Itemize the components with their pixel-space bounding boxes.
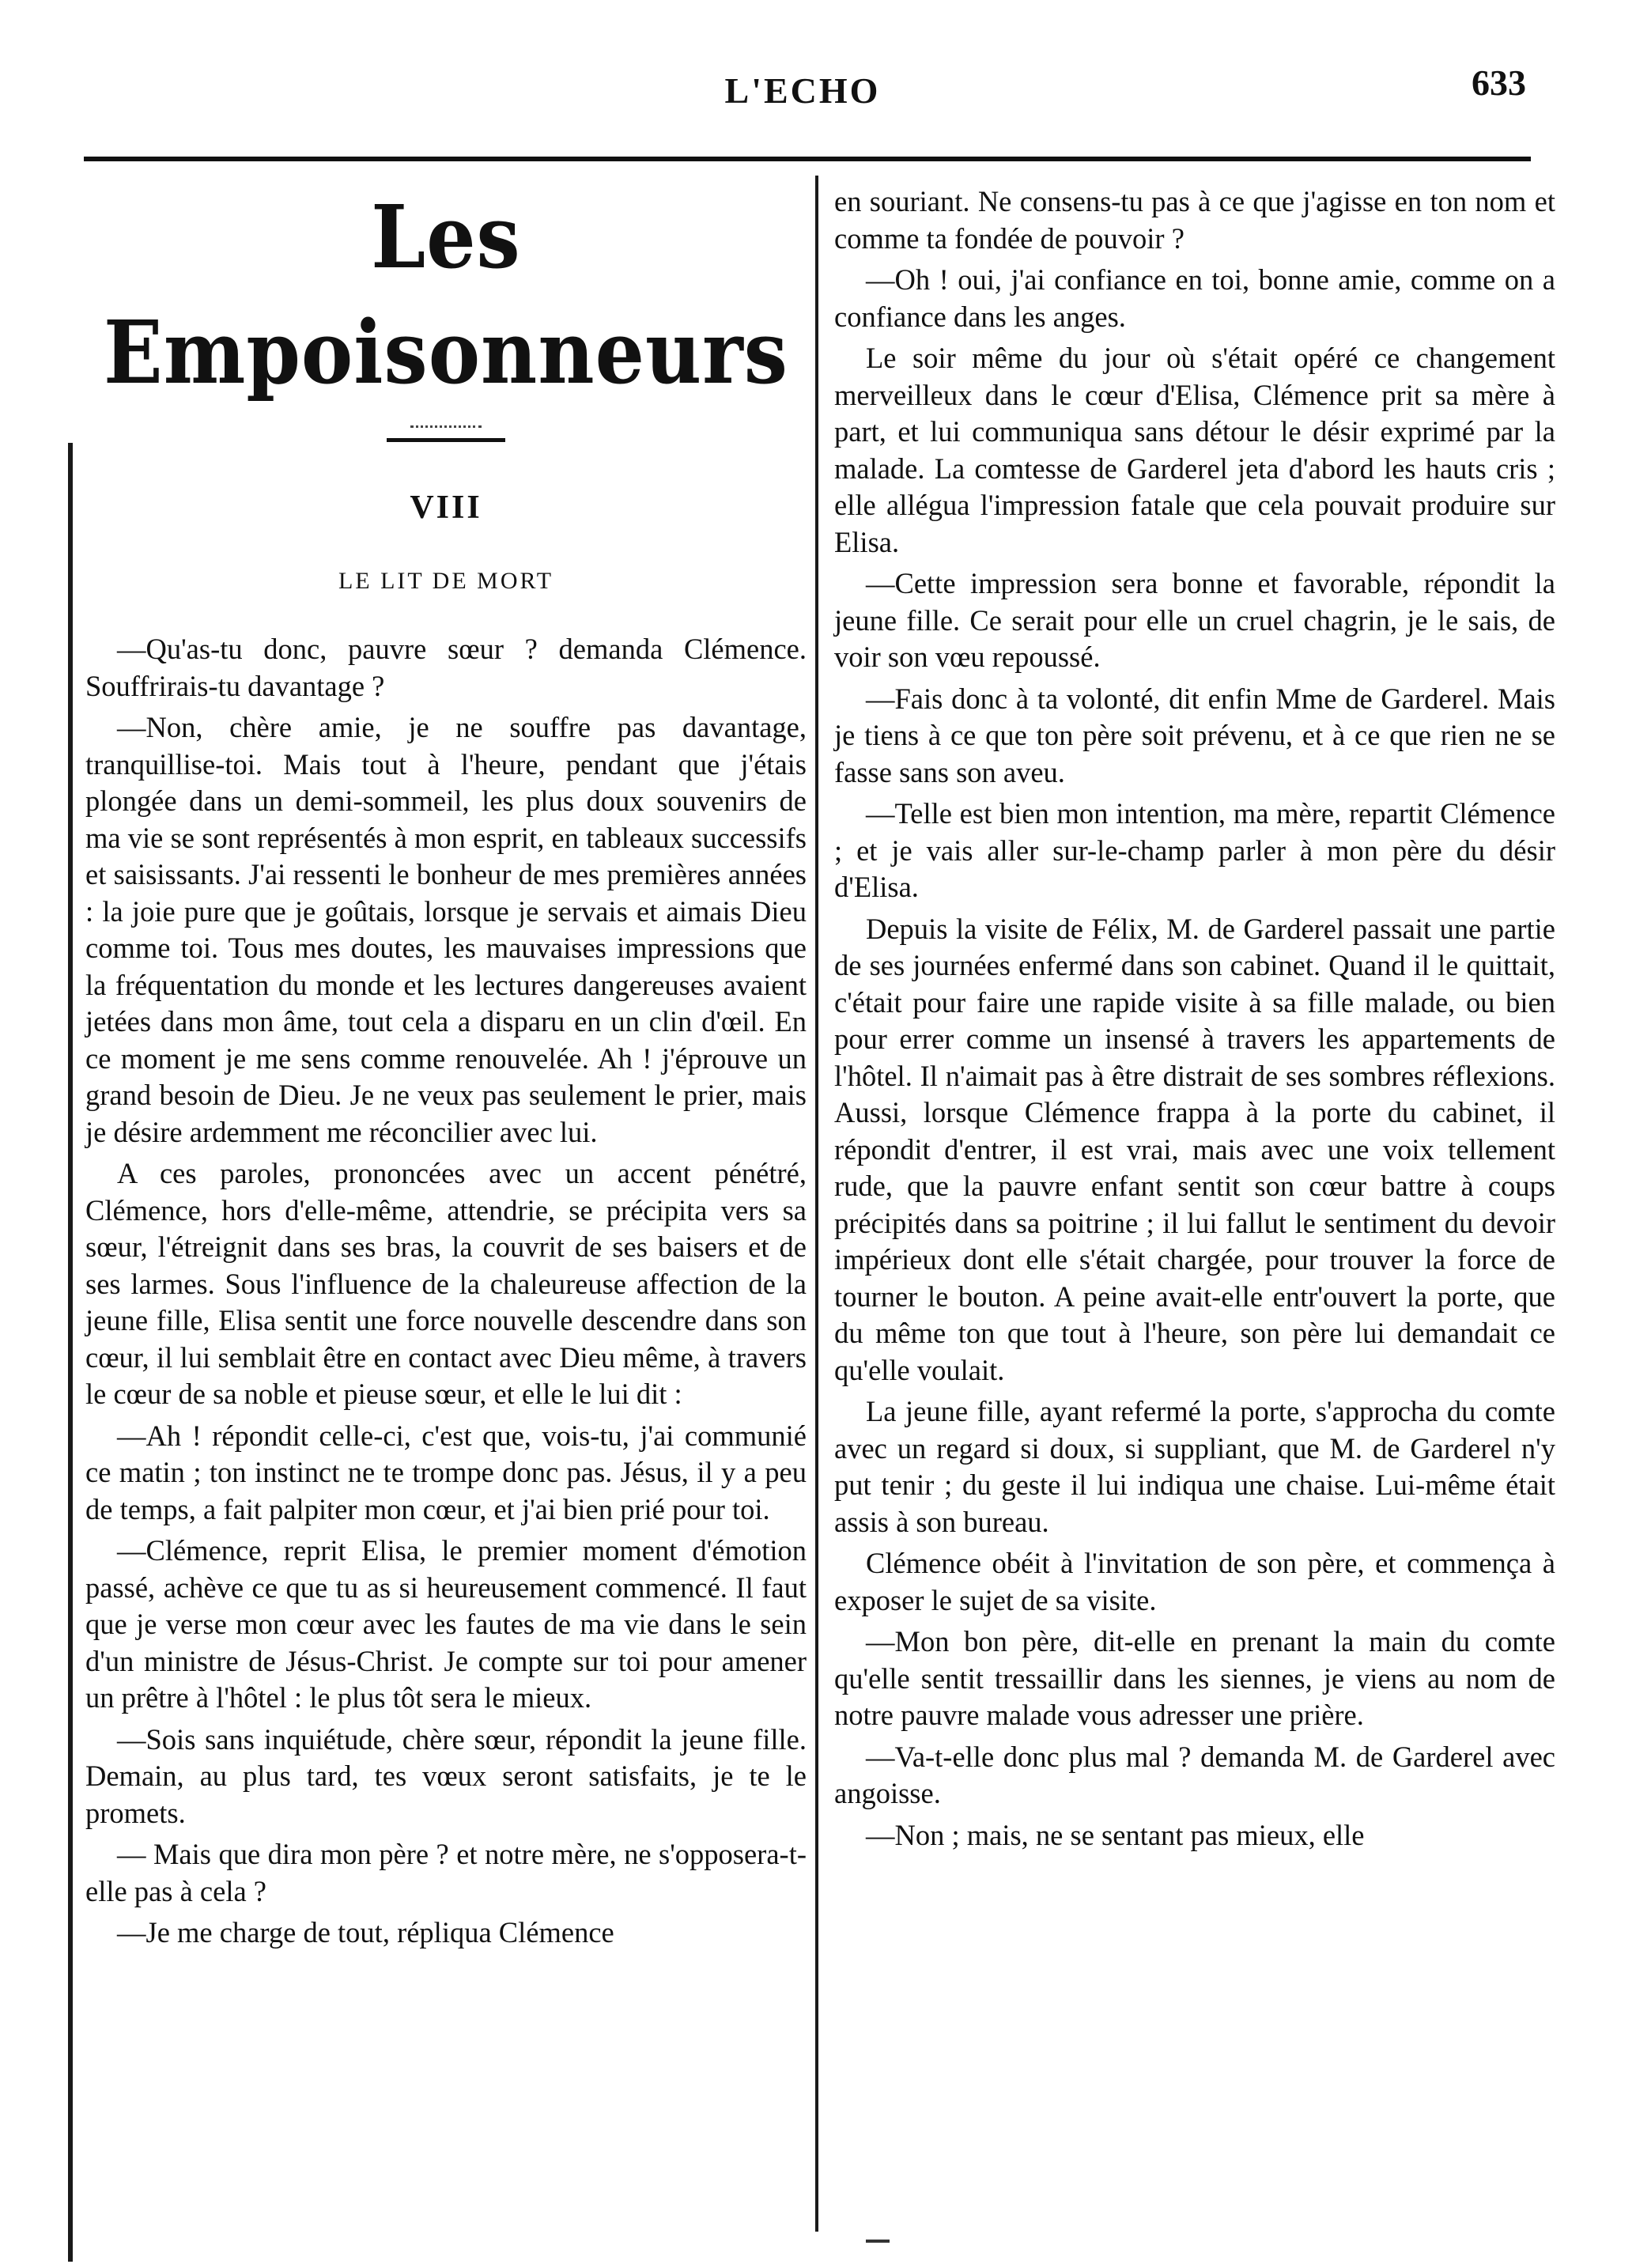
paragraph: —Mon bon père, dit-elle en prenant la main du comte qu'elle sentit tressaillir dans les siennes, je viens au nom de notre pauvre malade vous adresser une prière.	[834, 1625, 1555, 1731]
paragraph: —Non, chère amie, je ne souffre pas davantage, tranquillise-toi. Mais tout à l'heure, pendant que j'étais plongée dans un demi-sommeil, les plus doux souvenirs de ma vie se sont représentés à mon esprit, en tableaux successifs et saisissants. J'ai ressenti le bonheur de mes premières années : la joie pure que je goûtais, lorsque je servais et aimais Dieu comme toi. Tous mes doutes, les mauvaises impressions que la fréquentation du monde et les lectures dangereuses avaient jetées dans mon âme, tout cela a disparu en un clin d'œil. En ce moment je me sens comme renouvelée. Ah ! j'éprouve un grand besoin de Dieu. Je ne veux pas seulement le prier, mais je désire ardemment me réconcilier avec lui.	[85, 711, 807, 1148]
paragraph: Le soir même du jour où s'était opéré ce changement merveilleux dans le cœur d'Elisa, Clémence prit sa mère à part, et lui communiqua sans détour le désir exprimé par la malade. La comtesse de Garderel jeta d'abord les hauts cris ; elle allégua l'impression fatale que cela pouvait produire sur Elisa.	[834, 342, 1555, 558]
paragraph: —Va-t-elle donc plus mal ? demanda M. de Garderel avec angoisse.	[834, 1740, 1555, 1809]
chapter-title: LE LIT DE MORT	[338, 567, 554, 594]
paragraph: —Cette impression sera bonne et favorable, répondit la jeune fille. Ce serait pour elle un cruel chagrin, je le sais, de voir son vœu repoussé.	[834, 567, 1555, 673]
paragraph: en souriant. Ne consens-tu pas à ce que j'agisse en ton nom et comme ta fondée de pouvoir ?	[834, 185, 1555, 255]
paragraph: —Qu'as-tu donc, pauvre sœur ? demanda Clémence. Souffrirais-tu davantage ?	[85, 633, 807, 702]
paragraph: —Ah ! répondit celle-ci, c'est que, vois-tu, j'ai communié ce matin ; ton instinct ne te trompe donc pas. Jésus, il y a peu de temps, a fait palpiter mon cœur, et j'ai bien prié pour toi.	[85, 1419, 807, 1525]
page-edge-shadow	[68, 443, 73, 2262]
page-header	[79, 55, 1526, 134]
paragraph: —Fais donc à ta volonté, dit enfin Mme de Garderel. Mais je tiens à ce que ton père soit prévenu, et à ce que rien ne se fasse sans son aveu.	[834, 682, 1555, 788]
page-number: 633	[1472, 62, 1526, 103]
header-rule	[84, 157, 1531, 161]
paragraph: —Sois sans inquiétude, chère sœur, répondit la jeune fille. Demain, au plus tard, tes vœux seront satisfaits, je te le promets.	[85, 1722, 807, 1829]
column-divider	[815, 176, 818, 2232]
paragraph: — Mais que dira mon père ? et notre mère, ne s'opposera-t-elle pas à cela ?	[85, 1838, 807, 1907]
left-column	[85, 183, 807, 1956]
title-ornament	[387, 421, 505, 442]
paragraph: —Oh ! oui, j'ai confiance en toi, bonne amie, comme on a confiance dans les anges.	[834, 263, 1555, 333]
paragraph: La jeune fille, ayant refermé la porte, s'approcha du comte avec un regard si doux, si suppliant, que M. de Garderel n'y put tenir ; du geste il lui indiqua une chaise. Lui-même était assis à son bureau.	[834, 1395, 1555, 1538]
paragraph: —Clémence, reprit Elisa, le premier moment d'émotion passé, achève ce que tu as si heureusement commencé. Il faut que je verse mon cœur avec les fautes de ma vie dans le sein d'un ministre de Jésus-Christ. Je compte sur toi pour amener un prêtre à l'hôtel : le plus tôt sera le mieux.	[85, 1534, 807, 1714]
paragraph: Depuis la visite de Félix, M. de Garderel passait une partie de ses journées enfermé dans son cabinet. Quand il le quittait, c'était pour faire une rapide visite à sa fille malade, ou bien pour errer comme un insensé à travers les appartements de l'hôtel. Il n'aimait pas à être distrait de ses sombres réflexions. Aussi, lorsque Clémence frappa à la porte du cabinet, il répondit d'entrer, il est vrai, mais avec une voix tellement rude, que la pauvre enfant sentit son cœur battre à coups précipités dans sa poitrine ; il lui fallut le sentiment du devoir impérieux dont elle s'était chargée, pour trouver la force de tourner le bouton. A peine avait-elle entr'ouvert la porte, que du même ton que tout à l'heure, son père lui demandait ce qu'elle voulait.	[834, 912, 1555, 1386]
story-title: Les Empoisonneurs	[104, 187, 788, 404]
paragraph: —Je me charge de tout, répliqua Clémence	[117, 1916, 614, 1949]
paragraph: —Telle est bien mon intention, ma mère, repartit Clémence ; et je vais aller sur-le-champ parler à mon père du désir d'Elisa.	[834, 797, 1555, 903]
paragraph: —Non ; mais, ne se sentant pas mieux, elle	[866, 1818, 1365, 1851]
running-title: L'ECHO	[724, 70, 881, 111]
right-column	[834, 183, 1555, 1858]
paragraph: Clémence obéit à l'invitation de son père, et commença à exposer le sujet de sa visite.	[834, 1547, 1555, 1616]
chapter-number: VIII	[410, 490, 482, 526]
paragraph: A ces paroles, prononcées avec un accent pénétré, Clémence, hors d'elle-même, attendrie, se précipita vers sa sœur, l'étreignit dans ses bras, la couvrit de ses baisers et de ses larmes. Sous l'influence de la chaleureuse affection de la jeune fille, Elisa sentit une force nouvelle descendre dans son cœur, il lui semblait être en contact avec Dieu même, à travers le cœur de sa noble et pieuse sœur, et elle le lui dit :	[85, 1157, 807, 1410]
page-end-mark	[866, 2240, 890, 2243]
